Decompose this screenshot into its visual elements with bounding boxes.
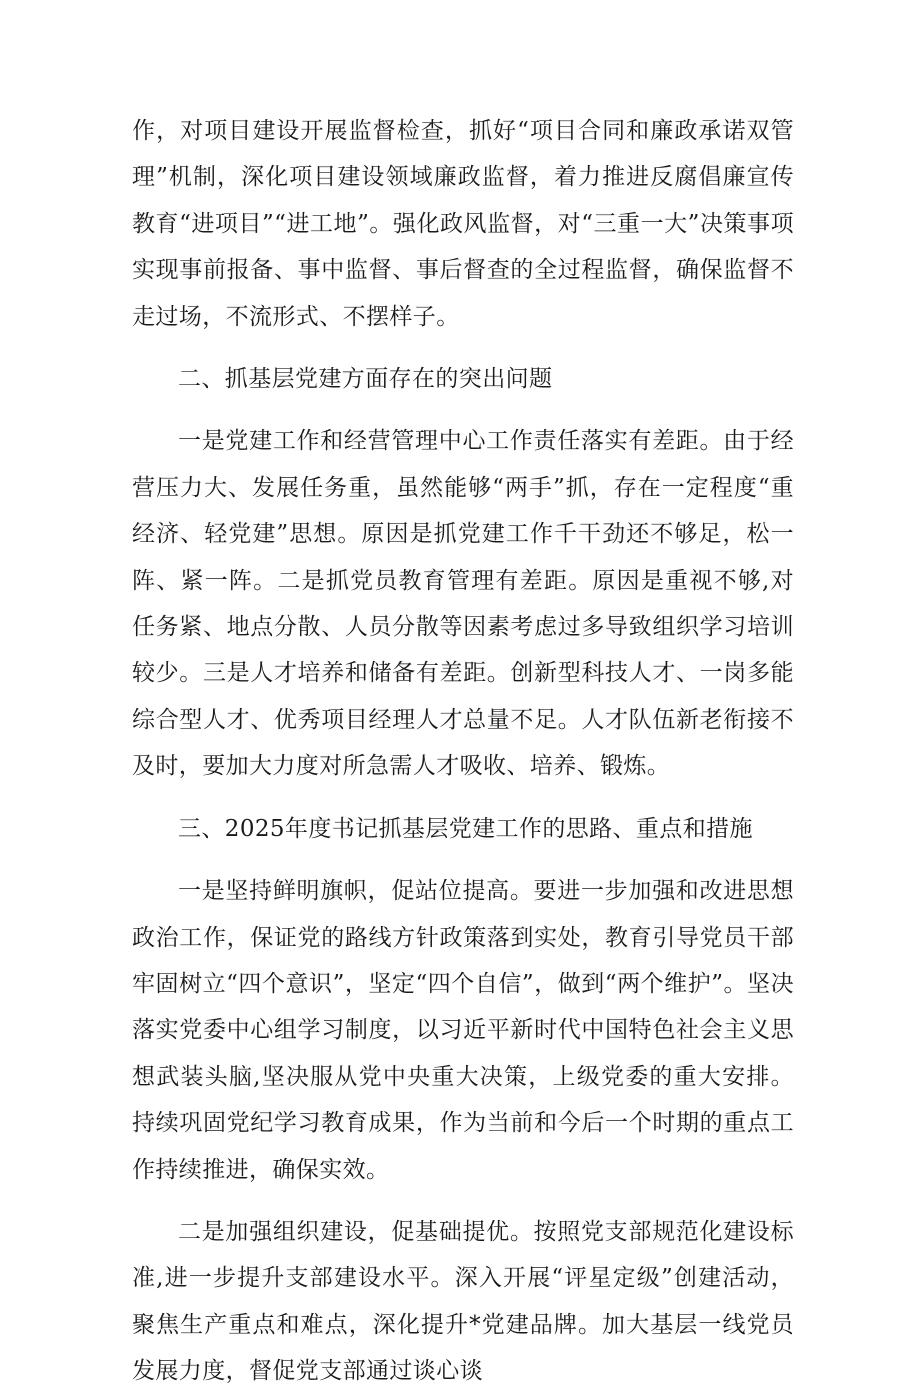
paragraph-gap — [132, 402, 794, 418]
section-heading-2: 二、抓基层党建方面存在的突出问题 — [178, 366, 553, 393]
section-heading-3: 三、2025年度书记抓基层党建工作的思路、重点和措施 — [178, 815, 753, 842]
paragraph-gap — [132, 790, 794, 806]
paragraph-gap — [132, 1193, 794, 1209]
paragraph-supervision-continuation: 作，对项目建设开展监督检查，抓好“项目合同和廉政承诺双管理”机制，深化项目建设领域廉政监督，着力推进反腐倡廉宣传教育“进项目”“进工地”。强化政风监督，对“三重一大”决策事项实现事前报备、事中监督、事后督查的全过程监督，确保监督不走过场，不流形式、不摆样子。 — [132, 118, 794, 330]
paragraph-problems: 一是党建工作和经营管理中心工作责任落实有差距。由于经营压力大、发展任务重，虽然能够“两手”抓，存在一定程度“重经济、轻党建”思想。原因是抓党建工作千干劲还不够足，松一阵、紧一阵。二是抓党员教育管理有差距。原因是重视不够,对任务紧、地点分散、人员分散等因素考虑过多导致组织学习培训较少。三是人才培养和储备有差距。创新型科技人才、一岗多能综合型人才、优秀项目经理人才总量不足。人才队伍新老衔接不及时，要加大力度对所急需人才吸收、培养、锻炼。 — [132, 428, 794, 780]
document-body — [132, 108, 794, 1395]
paragraph-measure-1: 一是坚持鲜明旗帜，促站位提高。要进一步加强和改进思想政治工作，保证党的路线方针政策落到实处，教育引导党员干部牢固树立“四个意识”，坚定“四个自信”，做到“两个维护”。坚决落实党委中心组学习制度，以习近平新时代中国特色社会主义思想武装头脑,坚决服从党中央重大决策，上级党委的重大安排。持续巩固党纪学习教育成果，作为当前和今后一个时期的重点工作持续推进，确保实效。 — [132, 878, 794, 1183]
paragraph-gap — [132, 852, 794, 868]
paragraph-gap — [132, 340, 794, 356]
paragraph-measure-2: 二是加强组织建设，促基础提优。按照党支部规范化建设标准,进一步提升支部建设水平。深入开展“评星定级”创建活动，聚焦生产重点和难点，深化提升*党建品牌。加大基层一线党员发展力度，督促党支部通过谈心谈 — [132, 1218, 794, 1385]
